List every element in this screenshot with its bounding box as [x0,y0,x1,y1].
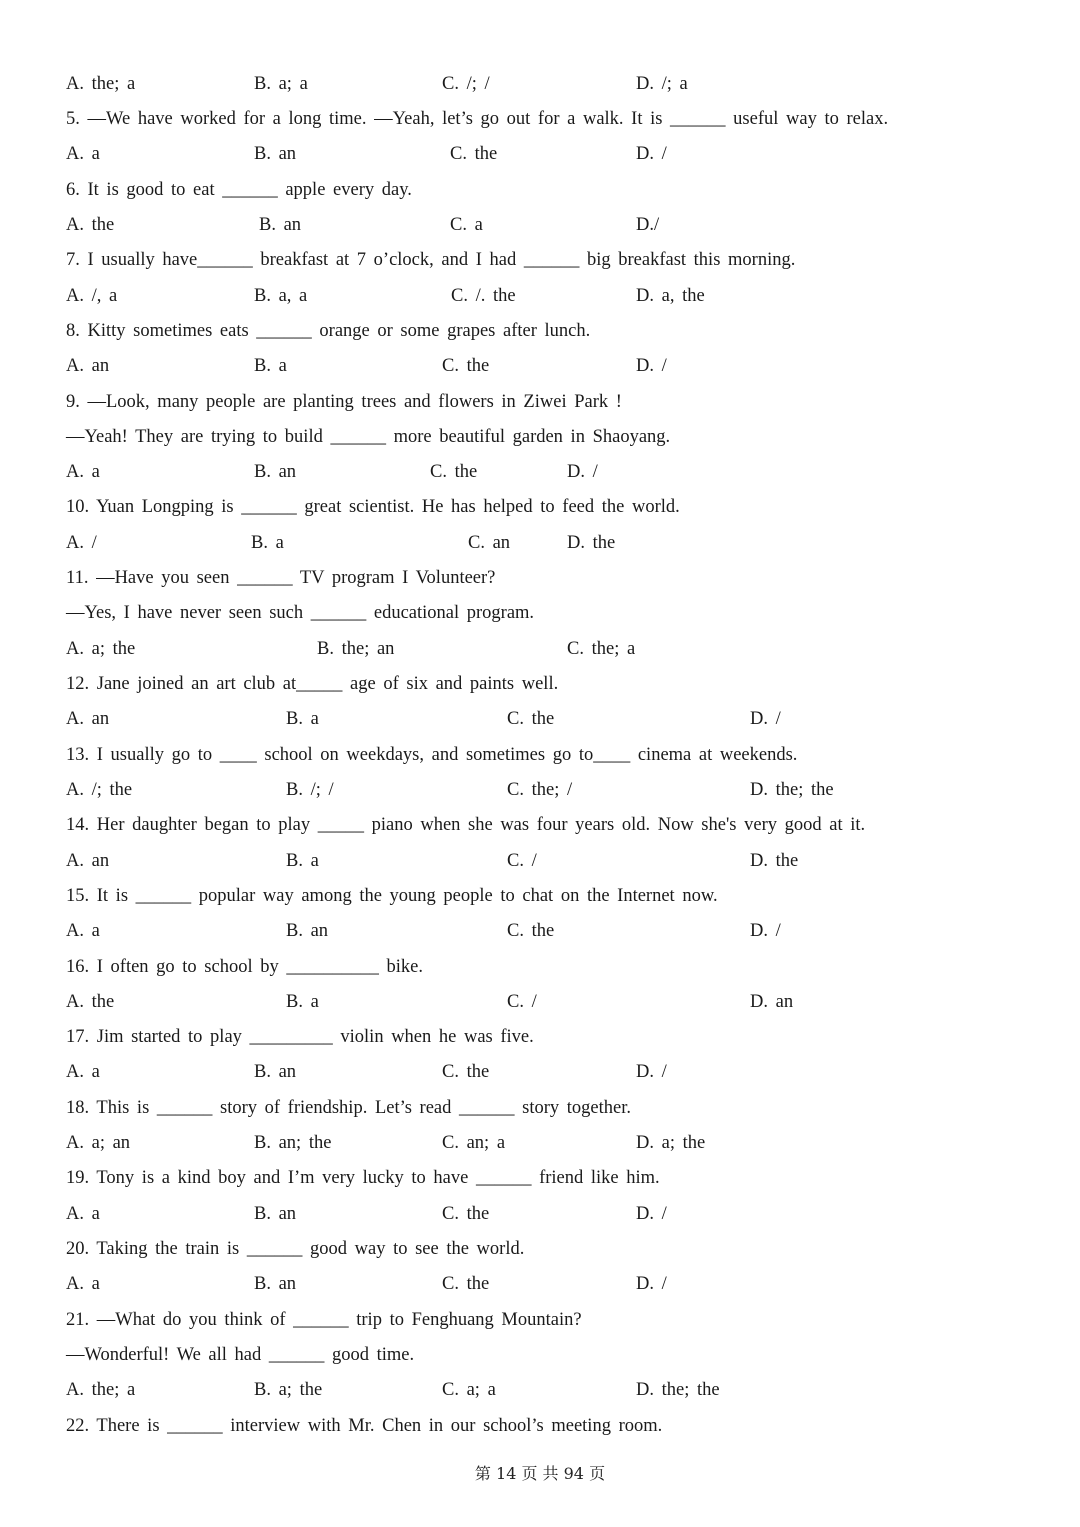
answer-option: B. a [286,851,319,871]
answer-option: C. the [442,1062,490,1082]
answer-option: C. the; a [567,639,636,659]
answer-option: A. a; an [66,1133,131,1153]
question-line: 19. Tony is a kind boy and I’m very lucky to have ______ friend like him. [66,1168,660,1188]
answer-option: A. the [66,992,115,1012]
question-line: 6. It is good to eat ______ apple every day. [66,180,412,200]
answer-option: A. / [66,533,97,553]
question-line: —Wonderful! We all had ______ good time. [66,1345,415,1365]
answer-option: C. / [507,992,537,1012]
question-line: 8. Kitty sometimes eats ______ orange or some grapes after lunch. [66,321,591,341]
question-line: 16. I often go to school by __________ bike. [66,957,423,977]
answer-option: D./ [636,215,660,235]
answer-option: D. / [636,356,667,376]
answer-option: C. a [450,215,483,235]
answer-option: C. the [430,462,478,482]
question-line: 17. Jim started to play _________ violin when he was five. [66,1027,534,1047]
answer-option: C. /; / [442,74,490,94]
question-line: 5. —We have worked for a long time. —Yeah, let’s go out for a walk. It is ______ useful way to relax. [66,109,889,129]
answer-option: B. a [254,356,287,376]
answer-option: A. a [66,1274,100,1294]
question-line: 15. It is ______ popular way among the young people to chat on the Internet now. [66,886,718,906]
answer-option: D. / [567,462,598,482]
answer-option: A. /; the [66,780,133,800]
page-footer: 第 14 页 共 94 页 [474,1464,606,1483]
answer-option: C. the [507,709,555,729]
answer-option: A. a [66,1204,100,1224]
answer-option: A. a [66,462,100,482]
answer-option: C. the; / [507,780,573,800]
answer-option: B. /; / [286,780,334,800]
answer-option: D. the; the [636,1380,720,1400]
question-line: 13. I usually go to ____ school on weekdays, and sometimes go to____ cinema at weekends. [66,745,798,765]
answer-option: A. the; a [66,1380,136,1400]
answer-option: A. a [66,921,100,941]
answer-option: D. /; a [636,74,688,94]
question-line: 11. —Have you seen ______ TV program I Volunteer? [66,568,496,588]
question-line: 18. This is ______ story of friendship. Let’s read ______ story together. [66,1098,631,1118]
answer-option: A. a [66,1062,100,1082]
answer-option: C. an [468,533,511,553]
answer-option: B. a [286,992,319,1012]
answer-option: D. the [567,533,616,553]
answer-option: B. a; a [254,74,308,94]
answer-option: B. an [259,215,302,235]
answer-option: D. / [636,1062,667,1082]
answer-option: A. an [66,851,110,871]
answer-option: C. the [507,921,555,941]
question-line: 21. —What do you think of ______ trip to Fenghuang Mountain? [66,1310,582,1330]
answer-option: C. a; a [442,1380,496,1400]
question-line: 12. Jane joined an art club at_____ age of six and paints well. [66,674,559,694]
answer-option: B. a, a [254,286,308,306]
answer-option: B. a; the [254,1380,323,1400]
answer-option: B. a [251,533,284,553]
answer-option: A. an [66,356,110,376]
answer-option: B. a [286,709,319,729]
answer-option: D. the; the [750,780,834,800]
answer-option: D. / [750,709,781,729]
answer-option: B. an; the [254,1133,332,1153]
answer-option: A. a [66,144,100,164]
answer-option: A. an [66,709,110,729]
answer-option: B. an [254,1062,297,1082]
answer-option: D. a; the [636,1133,706,1153]
question-line: 20. Taking the train is ______ good way to see the world. [66,1239,525,1259]
answer-option: C. / [507,851,537,871]
answer-option: A. a; the [66,639,136,659]
answer-option: D. / [636,1204,667,1224]
answer-option: B. the; an [317,639,395,659]
question-line: —Yeah! They are trying to build ______ more beautiful garden in Shaoyang. [66,427,671,447]
answer-option: B. an [254,144,297,164]
question-line: 10. Yuan Longping is ______ great scientist. He has helped to feed the world. [66,497,680,517]
answer-option: D. an [750,992,794,1012]
answer-option: B. an [254,1204,297,1224]
question-line: —Yes, I have never seen such ______ educational program. [66,603,535,623]
answer-option: B. an [254,462,297,482]
answer-option: D. the [750,851,799,871]
answer-option: C. the [442,1204,490,1224]
answer-option: D. / [636,1274,667,1294]
answer-option: C. the [442,1274,490,1294]
answer-option: C. an; a [442,1133,506,1153]
answer-option: C. /. the [451,286,516,306]
answer-option: C. the [442,356,490,376]
answer-option: A. the; a [66,74,136,94]
question-line: 7. I usually have______ breakfast at 7 o’clock, and I had ______ big breakfast this morning. [66,250,796,270]
answer-option: B. an [286,921,329,941]
answer-option: D. / [636,144,667,164]
answer-option: D. / [750,921,781,941]
question-line: 14. Her daughter began to play _____ piano when she was four years old. Now she's very good at it. [66,815,866,835]
answer-option: D. a, the [636,286,705,306]
answer-option: C. the [450,144,498,164]
answer-option: B. an [254,1274,297,1294]
answer-option: A. the [66,215,115,235]
question-line: 9. —Look, many people are planting trees and flowers in Ziwei Park ! [66,392,622,412]
answer-option: A. /, a [66,286,118,306]
question-line: 22. There is ______ interview with Mr. Chen in our school’s meeting room. [66,1416,663,1436]
